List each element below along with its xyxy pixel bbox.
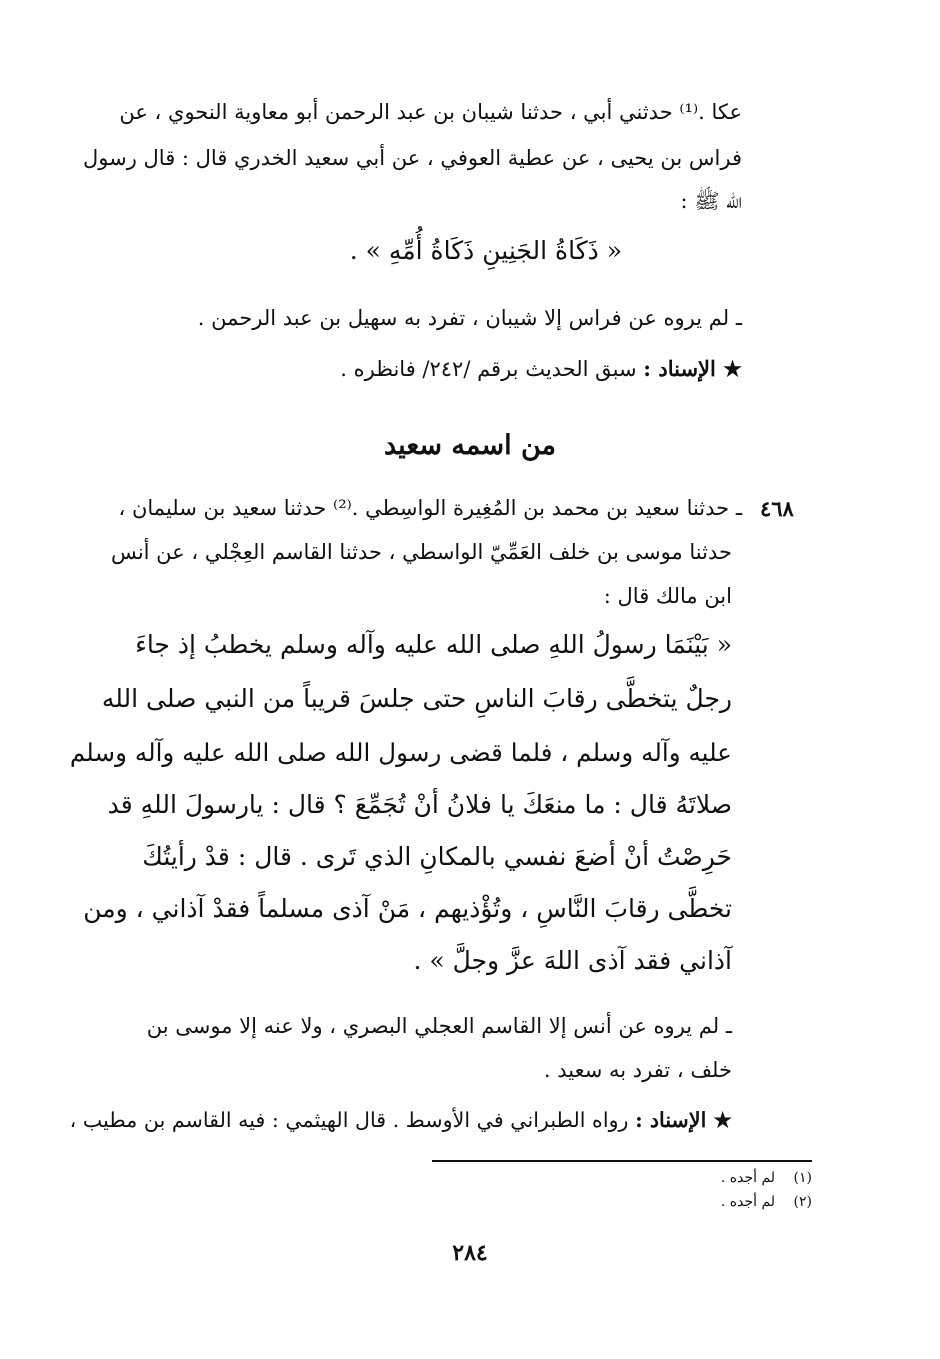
- isnad-text: سبق الحديث برقم /٢٤٢/ فانظره .: [340, 357, 637, 381]
- hadith-note-2-line-2: خلف ، تفرد به سعيد .: [543, 1058, 732, 1082]
- isnad-line-2: [70, 1108, 732, 1132]
- footnote-number: (١): [793, 1170, 812, 1186]
- chain-line-3: ابن مالك قال :: [603, 584, 732, 608]
- text-line-2: فراس بن يحيى ، عن عطية العوفي ، عن أبي سعيد الخدري قال : قال رسول: [83, 146, 742, 170]
- footnote-divider: [432, 1160, 812, 1162]
- hadith-text-1: « ذَكَاةُ الجَنِينِ ذَكَاةُ أُمِّهِ » .: [349, 236, 622, 265]
- text-line-3: الله ﷺ :: [680, 189, 742, 213]
- hadith-2-line-2: رجلٌ يتخطَّى رقابَ الناسِ حتى جلسَ قريباً من النبي صلى الله: [101, 684, 732, 713]
- footnote-text: لم أجده .: [720, 1170, 776, 1186]
- hadith-2-line-1: « بَيْنَمَا رسولُ اللهِ صلى الله عليه وآله وسلم يخطبُ إذ جاءَ: [135, 630, 732, 659]
- footnote-number: (٢): [793, 1194, 812, 1210]
- hadith-2-line-5: حَرِصْتُ أنْ أضعَ نفسي بالمكانِ الذي تَرى . قال : قدْ رأيتُكَ: [142, 842, 732, 871]
- text-line-1: عكا .⁽¹⁾ حدثني أبي ، حدثنا شيبان بن عبد الرحمن أبو معاوية النحوي ، عن: [119, 100, 742, 124]
- hadith-2-line-7: آذاني فقد آذى اللهَ عزَّ وجلَّ » .: [413, 946, 732, 975]
- hadith-number: ٤٦٨: [760, 496, 794, 521]
- chain-line-1: ـ حدثنا سعيد بن محمد بن المُغِيرة الواسِطي .⁽²⁾ حدثنا سعيد بن سليمان ،: [118, 496, 742, 520]
- footnote-text: لم أجده .: [720, 1194, 776, 1210]
- isnad-line-1: [340, 356, 742, 381]
- footnote-2: [721, 1194, 812, 1210]
- hadith-2-line-4: صلاتَهُ قال : ما منعَكَ يا فلانُ أنْ تُجَمِّعَ ؟ قال : يارسولَ اللهِ قد: [107, 790, 732, 819]
- hadith-note-1: ـ لم يروه عن فراس إلا شيبان ، تفرد به سهيل بن عبد الرحمن .: [197, 306, 742, 330]
- isnad-text: رواه الطبراني في الأوسط . قال الهيثمي : فيه القاسم بن مطيب ،: [69, 1108, 629, 1132]
- hadith-note-2-line-1: ـ لم يروه عن أنس إلا القاسم العجلي البصري ، ولا عنه إلا موسى بن: [146, 1014, 732, 1038]
- hadith-2-line-6: تخطَّى رقابَ النَّاسِ ، وتُؤْذيهم ، مَنْ آذى مسلماً فقدْ آذاني ، ومن: [83, 894, 732, 923]
- isnad-label: ★ الإسناد :: [643, 356, 742, 381]
- page-number: ٢٨٤: [452, 1240, 488, 1266]
- footnote-1: [721, 1170, 812, 1186]
- chain-line-2: حدثنا موسى بن خلف العَمِّيّ الواسطي ، حدثنا القاسم العِجْلي ، عن أنس: [111, 540, 732, 564]
- hadith-2-line-3: عليه وآله وسلم ، فلما قضى رسول الله صلى الله عليه وآله وسلم: [69, 738, 732, 767]
- isnad-label: ★ الإسناد :: [635, 1108, 732, 1132]
- section-heading: من اسمه سعيد: [384, 430, 556, 461]
